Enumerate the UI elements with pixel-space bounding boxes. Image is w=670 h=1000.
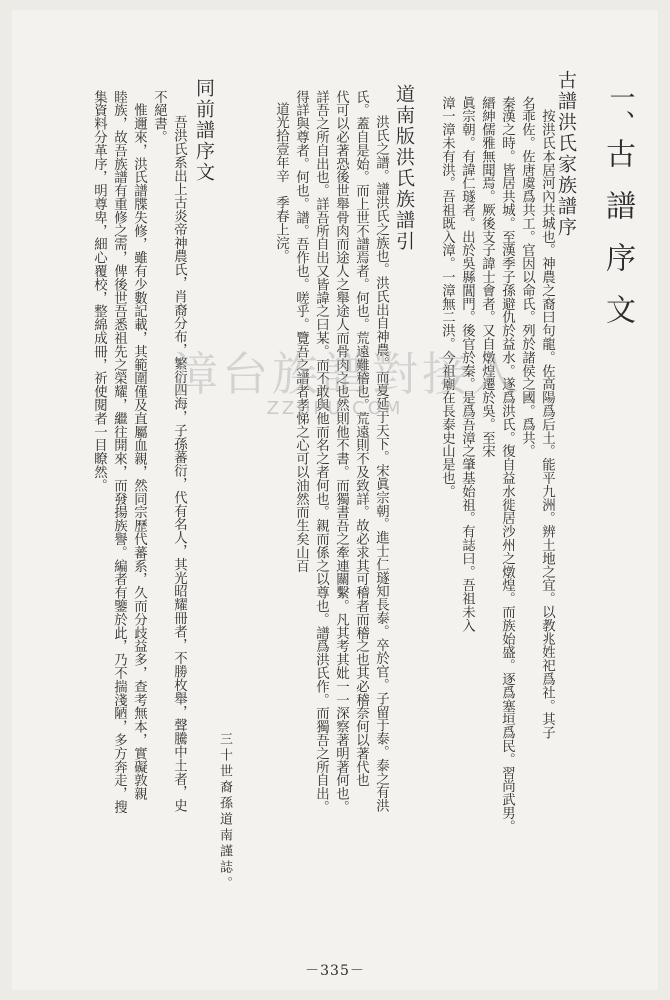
preface2-line-1: 洪氏之譜。譜洪氏之族也。洪氏出自神農。而夏延于天下。宋眞宗朝。進士仁璲知長泰。卒於官。子留于泰。泰之有洪 [373, 102, 389, 813]
preface1-title: 古譜洪氏家族譜序 [555, 70, 577, 238]
preface1-line-5: 眞宗朝。有諱仁璲者。出於吳縣閶門。後官於秦。是爲吾漳之肇基始祖。有誌曰。吾祖未入 [459, 96, 475, 632]
preface2-line-6: 道光拾壹年辛 季春上浣。 [273, 102, 289, 263]
preface2-title: 道南版洪氏族譜引 [393, 84, 415, 252]
section-title: 古譜序文 [600, 138, 635, 346]
preface2-line-5: 得詳與尊者。何也。譜。吾作也。嗟乎。覽吾之譜者孝悌之心可以油然而生矣山百 [293, 90, 309, 573]
preface2-line-2: 氏。蓋自是始。而上世不譜焉者。何也。荒遠難稽也。荒遠則不及致詳。故必求其可稽者而稽之也其必稽奈何以著代也 [353, 90, 369, 787]
preface3-line-3: 惟邇來，洪氏譜牒失修，雖有少數記載，其範圍僅及直屬血親，然同宗歷代蕃系，久而分歧益多，查考無本，實礙敦親 [131, 90, 147, 801]
preface3-line-5: 集資料分革序，明尊卑，細心覆校，整綿成冊，祈使閱者一目瞭然。 [91, 90, 107, 492]
preface3-line-2: 不絕書。 [151, 90, 167, 144]
page-number: －335－ [305, 963, 365, 979]
preface1-line-1: 按洪氏本居河內共城也。神農之裔曰句龍。佐高陽爲后土。能平九洲。辨土地之宜。以教兆姓祀爲社。其子 [539, 96, 555, 740]
document-page [12, 10, 658, 990]
preface3-line-1: 吾洪氏系出上古炎帝神農氏，肖裔分布，繁衍四海，子孫蕃衍，代有名人，其光昭耀冊者，不勝枚舉，聲騰中土者，史 [171, 102, 187, 813]
preface1-line-4: 縉紳儒雅無聞焉。厥後支子諱士會者。又自燉煌遷於吳。至宋 [479, 96, 495, 458]
preface2-signature: 三十世裔孫道南謹誌。 [217, 732, 232, 892]
preface1-line-6: 漳一漳未有洪。吾祖既入漳。一漳無二洪。今祖廟在長泰史山是也。 [439, 96, 455, 498]
preface1-line-2: 名乖佐。佐唐虞爲共工。官因以命氏。列於諸侯之國。爲共。 [519, 96, 535, 458]
preface3-title: 同前譜序文 [193, 78, 215, 183]
preface3-line-4: 睦族，故吾族譜有重修之需，俾後世吾悉祖先之榮耀，繼往開來，而發揚族譽。編者有鑒於此，乃不揣淺陋，多方奔走，搜 [111, 90, 127, 814]
preface2-line-3: 代可以必著恐後世舉骨肉而途人之舉途人而骨肉之也然則他不書。而獨書吾之牽連關繫。凡其考其妣一一深察著明著何也。 [333, 90, 349, 814]
preface2-line-4: 詳吾之所自出也。詳吾所自出又皆諱之曰某。而不敢與他而名之者何也。親而係之以尊也。譜爲洪氏作。而獨吾之所自出。 [313, 90, 329, 814]
watermark-url: ZZUPU.COM [266, 398, 404, 419]
watermark-text: 漳台族譜對接入 [172, 347, 522, 401]
preface1-line-3: 秦漢之時。皆居共城。至漢季子孫避仇於益水。遂爲洪氏。復自益水徙居沙州之燉煌。而族始盛。逐爲塞垣爲民。習尚武男。 [499, 96, 515, 833]
section-number: 一、 [605, 84, 635, 136]
